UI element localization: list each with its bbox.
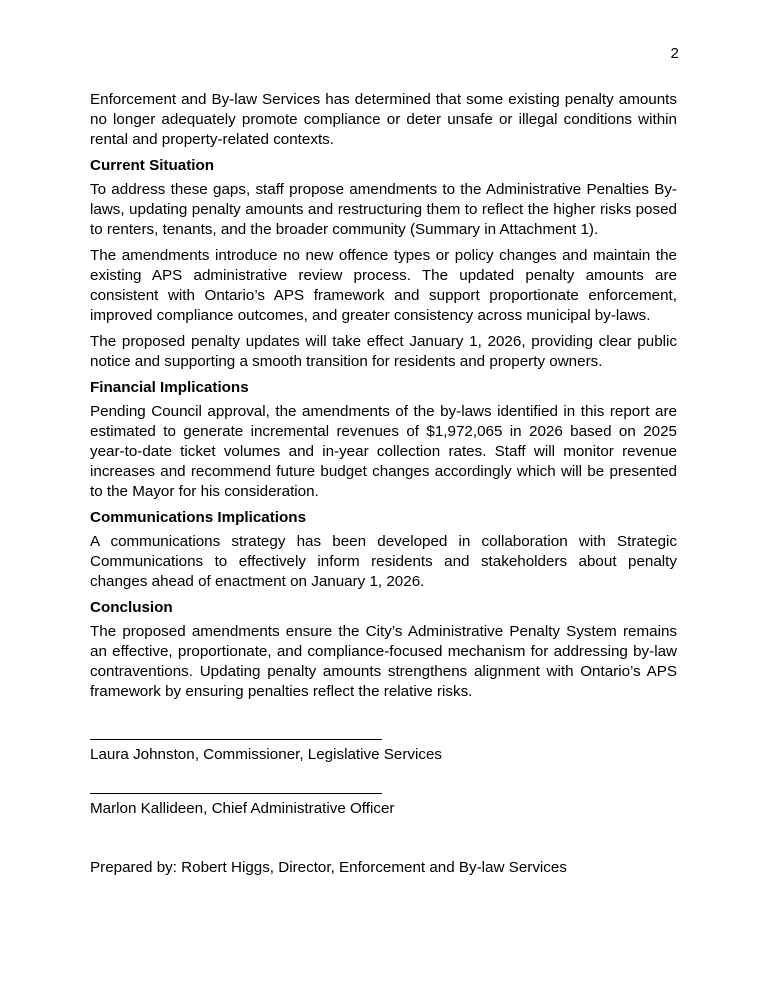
section-heading: Current Situation — [90, 157, 215, 174]
signature-block-commissioner — [90, 739, 677, 765]
section-paragraph: A communications strategy has been developed in collaboration with Strategic Communications to effectively inform residents and stakeholders about penalty changes ahead of enactment on January 1, 2026. — [90, 533, 677, 590]
section-financial-implications — [90, 378, 677, 502]
section-current-situation — [90, 156, 677, 372]
section-communications-implications — [90, 508, 677, 592]
section-conclusion — [90, 598, 677, 702]
section-paragraph: To address these gaps, staff propose amendments to the Administrative Penalties By-laws, updating penalty amounts and restructuring them to reflect the higher risks posed to renters, tenants, and the broader community (Summary in Attachment 1). — [90, 181, 677, 238]
section-heading: Financial Implications — [90, 379, 249, 396]
intro-paragraph: Enforcement and By-law Services has determined that some existing penalty amounts no longer adequately promote compliance or deter unsafe or illegal conditions within rental and property-related contexts. — [90, 91, 677, 148]
section-heading: Communications Implications — [90, 509, 307, 526]
prepared-by: Prepared by: Robert Higgs, Director, Enforcement and By-law Services — [90, 859, 567, 876]
section-paragraph: The proposed amendments ensure the City’s Administrative Penalty System remains an effective, proportionate, and compliance-focused mechanism for addressing by-law contraventions. Updating penalty amounts strengthens alignment with Ontario’s APS framework by ensuring penalties reflect the relative risks. — [90, 623, 677, 700]
signatory-name: Laura Johnston, Commissioner, Legislative Services — [90, 746, 443, 763]
section-paragraph: The proposed penalty updates will take effect January 1, 2026, providing clear public notice and supporting a smooth transition for residents and property owners. — [90, 333, 677, 370]
page-number: 2 — [670, 45, 679, 62]
section-paragraph: The amendments introduce no new offence types or policy changes and maintain the existing APS administrative review process. The updated penalty amounts are consistent with Ontario’s APS framework and support proportionate enforcement, improved compliance outcomes, and greater consistency across municipal by-laws. — [90, 247, 677, 324]
signature-line — [90, 739, 382, 740]
section-heading: Conclusion — [90, 599, 173, 616]
signature-block-cao — [90, 793, 677, 819]
report-body — [90, 90, 677, 708]
signatory-name: Marlon Kallideen, Chief Administrative Officer — [90, 800, 395, 817]
signature-line — [90, 793, 382, 794]
section-paragraph: Pending Council approval, the amendments of the by-laws identified in this report are estimated to generate incremental revenues of $1,972,065 in 2026 based on 2025 year-to-date ticket volumes and in-year collection rates. Staff will monitor revenue increases and recommend future budget changes accordingly which will be presented to the Mayor for his consideration. — [90, 403, 677, 500]
